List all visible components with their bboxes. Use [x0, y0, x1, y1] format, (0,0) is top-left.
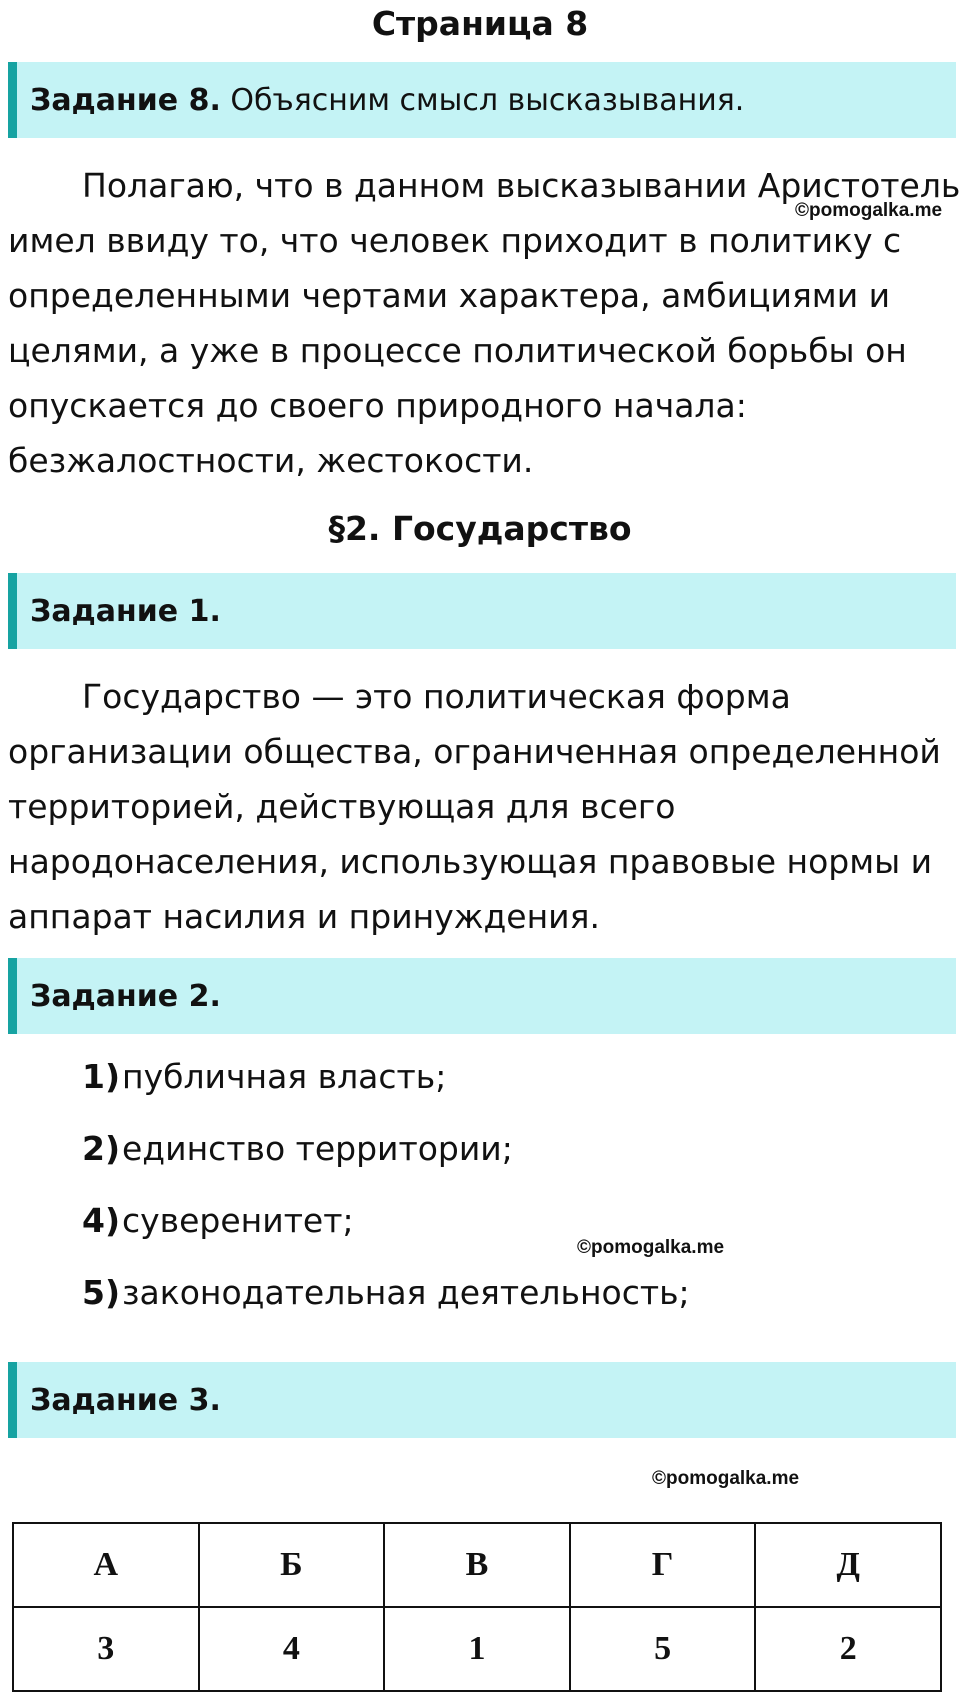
text-line: аппарат насилия и принуждения.: [8, 897, 600, 936]
task-1-answer: [8, 669, 956, 944]
text-line: Государство — это политическая форма: [82, 677, 791, 716]
text-line: безжалостности, жестокости.: [8, 441, 534, 480]
list-text: публичная власть;: [122, 1057, 447, 1096]
list-number: 2): [82, 1129, 121, 1168]
table-cell: 5: [570, 1607, 756, 1691]
task-2-label: Задание 2.: [30, 978, 221, 1014]
task-1-banner: [8, 573, 956, 649]
table-header-row: [13, 1523, 941, 1607]
section-title: §2. Государство: [328, 509, 632, 548]
text-line: Полагаю, что в данном высказывании Аристотель: [82, 166, 960, 205]
table-header-cell: А: [13, 1523, 199, 1607]
task-1-label: Задание 1.: [30, 593, 221, 629]
watermark: ©pomogalka.me: [577, 1237, 725, 1258]
page-title: Страница 8: [371, 4, 589, 43]
list-item: [82, 1127, 513, 1171]
table-row: [13, 1607, 941, 1691]
list-text: суверенитет;: [122, 1201, 354, 1240]
task-3-label: Задание 3.: [30, 1382, 221, 1418]
table-cell: 2: [755, 1607, 941, 1691]
text-line: определенными чертами характера, амбициями и: [8, 276, 891, 315]
list-item: [82, 1271, 690, 1315]
task-8-label: Задание 8.: [30, 82, 221, 118]
watermark: ©pomogalka.me: [652, 1468, 800, 1489]
table-header-cell: Б: [199, 1523, 385, 1607]
text-line: территорией, действующая для всего: [8, 787, 676, 826]
watermark: ©pomogalka.me: [795, 200, 943, 221]
table-cell: 1: [384, 1607, 570, 1691]
list-number: 4): [82, 1201, 121, 1240]
text-line: имел ввиду то, что человек приходит в политику с: [8, 221, 902, 260]
answer-table: [12, 1522, 942, 1692]
text-line: целями, а уже в процессе политической борьбы он: [8, 331, 907, 370]
table-header-cell: Д: [755, 1523, 941, 1607]
table-cell: 4: [199, 1607, 385, 1691]
list-text: единство территории;: [122, 1129, 513, 1168]
list-number: 5): [82, 1273, 121, 1312]
task-3-banner: [8, 1362, 956, 1438]
list-text: законодательная деятельность;: [122, 1273, 690, 1312]
task-2-banner: [8, 958, 956, 1034]
table-header-cell: Г: [570, 1523, 756, 1607]
table-header-cell: В: [384, 1523, 570, 1607]
text-line: народонаселения, использующая правовые нормы и: [8, 842, 933, 881]
task-8-title: Объясним смысл высказывания.: [230, 82, 745, 118]
text-line: опускается до своего природного начала:: [8, 386, 747, 425]
text-line: организации общества, ограниченная определенной: [8, 732, 941, 771]
list-number: 1): [82, 1057, 121, 1096]
list-item: [82, 1055, 446, 1099]
list-item: [82, 1199, 354, 1243]
task-8-banner: [8, 62, 956, 138]
table-cell: 3: [13, 1607, 199, 1691]
